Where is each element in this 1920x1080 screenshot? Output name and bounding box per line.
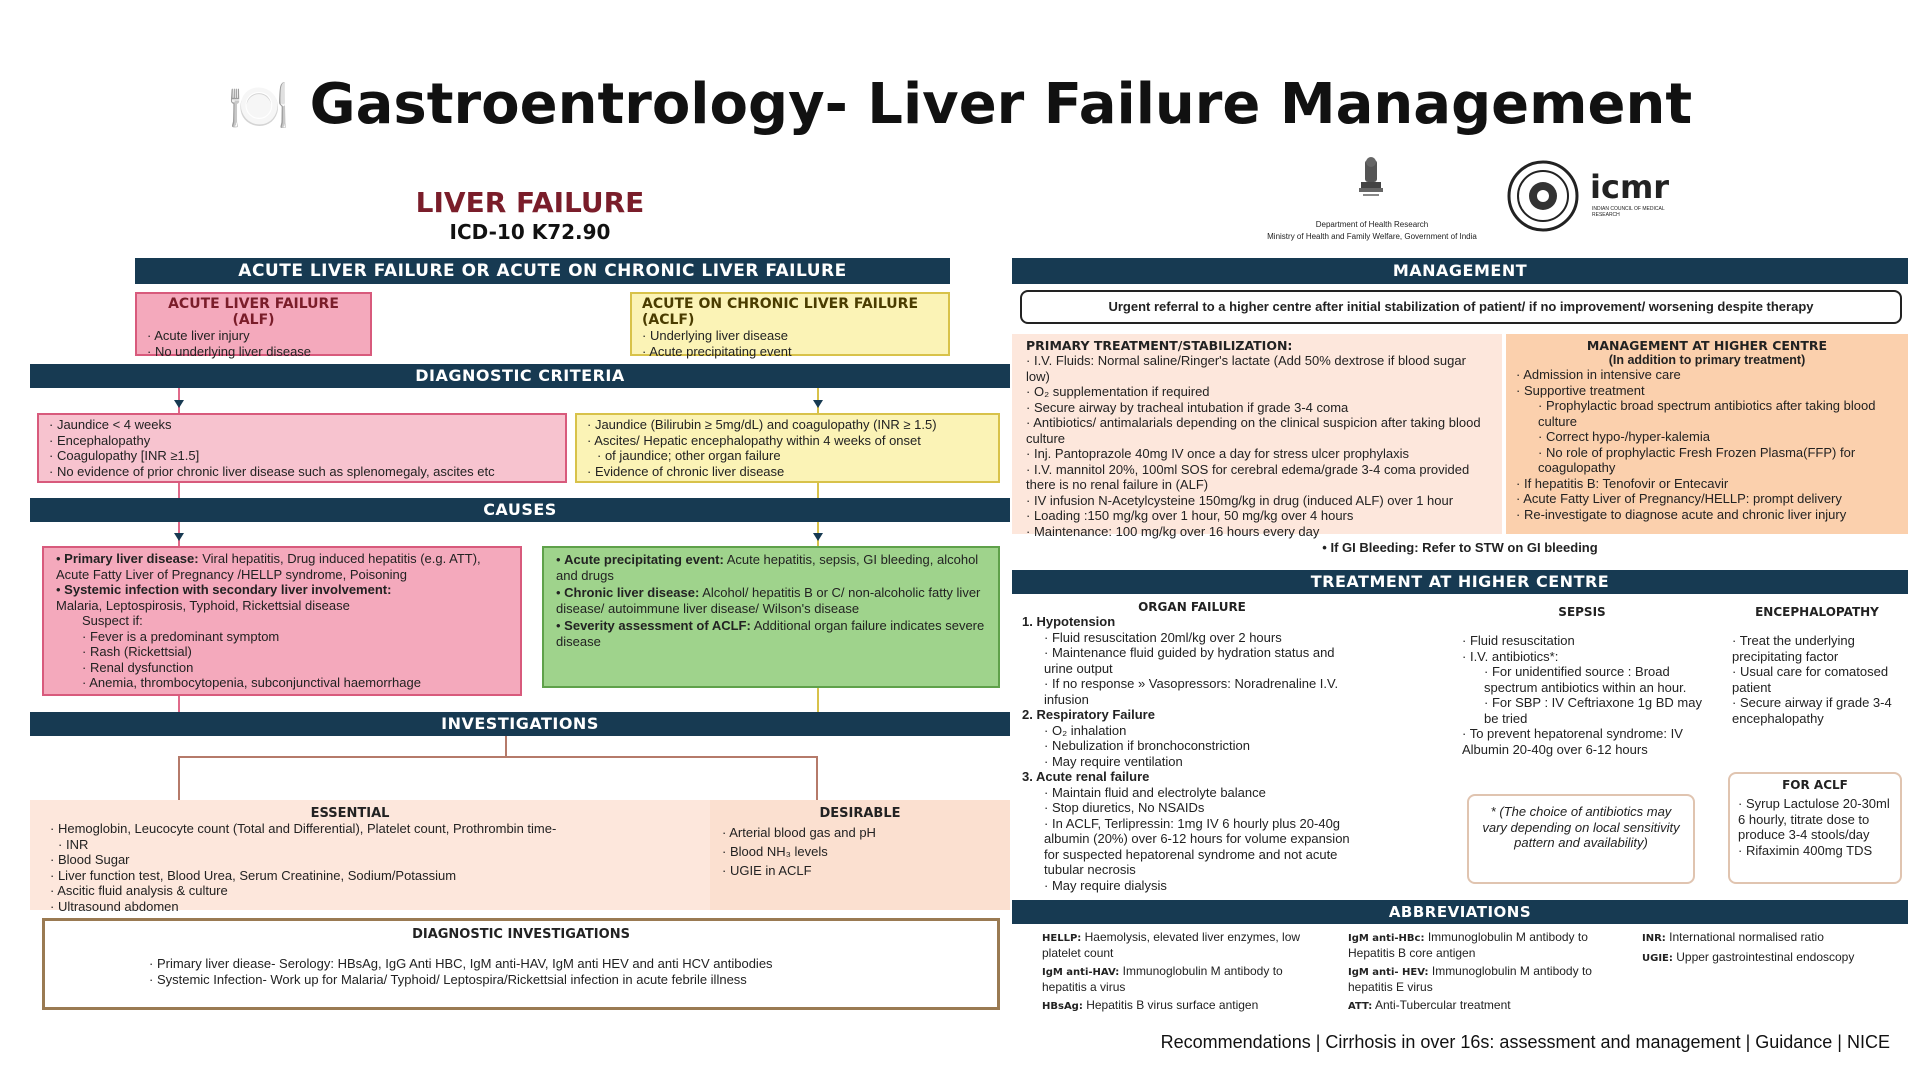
alf-box-list — [147, 328, 360, 359]
list-item: · Secure airway by tracheal intubation if grade 3-4 coma — [1026, 400, 1492, 416]
list-item: · Ascites/ Hepatic encephalopathy within 4 weeks of onset — [587, 433, 988, 449]
list-item: · I.V. Fluids: Normal saline/Ringer's lactate (Add 50% dextrose if blood sugar low) — [1026, 353, 1492, 384]
list-item: · Loading :150 mg/kg over 1 hour, 50 mg/kg over 4 hours — [1026, 508, 1492, 524]
list-item: · May require ventilation — [1044, 754, 1362, 770]
antibiotic-note: * (The choice of antibiotics may vary depending on local sensitivity pattern and availability) — [1482, 804, 1680, 850]
list-item: · Arterial blood gas and pH — [722, 823, 998, 842]
list-item: · Renal dysfunction — [82, 660, 508, 676]
list-item: · Treat the underlying precipitating factor — [1732, 633, 1902, 664]
list-item: · Blood Sugar — [50, 852, 710, 868]
primary-treatment-title: PRIMARY TREATMENT/STABILIZATION: — [1026, 338, 1293, 353]
list-item: · No evidence of prior chronic liver disease such as splenomegaly, ascites etc — [49, 464, 555, 480]
page-title-text: Gastroentrology- Liver Failure Management — [309, 72, 1693, 137]
list-item: · Fluid resuscitation 20ml/kg over 2 hours — [1044, 630, 1362, 646]
list-item: · Inj. Pantoprazole 40mg IV once a day for stress ulcer prophylaxis — [1026, 446, 1492, 462]
sepsis-col — [1462, 605, 1702, 757]
alf-box — [135, 292, 372, 359]
list-item: · Underlying liver disease — [642, 328, 938, 344]
list-item: · May require dialysis — [1044, 878, 1362, 894]
list-item: · For SBP : IV Ceftriaxone 1g BD may be tried — [1484, 695, 1702, 726]
list-item: · Rifaximin 400mg TDS — [1738, 843, 1892, 859]
abbr-item: HBsAg: Hepatitis B virus surface antigen — [1042, 998, 1259, 1012]
diagnostic-criteria-header: DIAGNOSTIC CRITERIA — [30, 364, 1010, 388]
list-item: · of jaundice; other organ failure — [587, 448, 988, 464]
emblem-logo — [1356, 156, 1386, 202]
severity-label: Severity assessment of ACLF: — [564, 618, 751, 633]
connector-line — [817, 688, 819, 712]
causes-aclf-box: • Acute precipitating event: Acute hepatitis, sepsis, GI bleeding, alcohol and drugs • Chronic liver disease: Alcohol/ hepatitis B or C/ non-alcoholic fatty liver disease/ autoimmune liver disease/ Wilson's disease • Severity assessment of ACLF: Additional organ failure indicates severe disease — [542, 546, 1000, 688]
management-header: MANAGEMENT — [1012, 258, 1908, 284]
sepsis-title: SEPSIS — [1558, 605, 1606, 619]
list-item: · If no response » Vasopressors: Noradrenaline I.V. infusion — [1044, 676, 1362, 707]
referral-box — [1020, 290, 1902, 324]
list-item: · Maintenance fluid guided by hydration status and urine output — [1044, 645, 1362, 676]
diagnostic-investigations-box — [42, 918, 1000, 1010]
organ-failure-title: ORGAN FAILURE — [1138, 600, 1246, 614]
list-item: · I.V. mannitol 20%, 100ml SOS for cerebral edema/grade 3-4 coma provided there is no renal failure in (ALF) — [1026, 462, 1492, 493]
list-item: · Correct hypo-/hyper-kalemia — [1538, 429, 1898, 445]
list-item: · UGIE in ACLF — [722, 861, 998, 880]
list-item: · Liver function test, Blood Urea, Serum Creatinine, Sodium/Potassium — [50, 868, 710, 884]
abbr-item: IgM anti-HAV: Immunoglobulin M antibody to hepatitis a virus — [1042, 964, 1283, 994]
diagnostic-aclf-box — [575, 413, 1000, 483]
higher-centre-subtitle: (In addition to primary treatment) — [1608, 353, 1806, 367]
abbreviations-header: ABBREVIATIONS — [1012, 900, 1908, 924]
list-item: · Supportive treatment — [1516, 383, 1898, 399]
list-item: · Evidence of chronic liver disease — [587, 464, 988, 480]
precipitating-label: Acute precipitating event: — [564, 552, 724, 567]
list-item: · Usual care for comatosed patient — [1732, 664, 1902, 695]
icd-code: ICD-10 K72.90 — [449, 220, 611, 244]
list-item: · Syrup Lactulose 20-30ml 6 hourly, titrate dose to produce 3-4 stools/day — [1738, 796, 1892, 843]
list-item: · Hemoglobin, Leucocyte count (Total and Differential), Platelet count, Prothrombin time- — [50, 821, 710, 837]
page-title — [0, 72, 1920, 137]
hypotension-label: 1. Hypotension — [1022, 614, 1116, 629]
abbreviations-col-3 — [1642, 930, 1902, 966]
list-item: · Nebulization if bronchoconstriction — [1044, 738, 1362, 754]
list-item: · Fever is a predominant symptom — [82, 629, 508, 645]
dept-health-research: Department of Health Research — [1315, 220, 1429, 229]
aclf-box — [630, 292, 950, 359]
antibiotic-note-box — [1467, 794, 1695, 884]
icmr-sub-text: INDIAN COUNCIL OF MEDICAL RESEARCH — [1592, 206, 1665, 218]
list-item: · To prevent hepatorenal syndrome: IV Albumin 20-40g over 6-12 hours — [1462, 726, 1702, 757]
systemic-label: Systemic infection with secondary liver involvement: — [64, 582, 392, 597]
abbr-item: ATT: Anti-Tubercular treatment — [1348, 998, 1511, 1012]
essential-title: ESSENTIAL — [310, 806, 390, 821]
list-item: · Admission in intensive care — [1516, 367, 1898, 383]
suspect-label: Suspect if: — [82, 613, 143, 628]
list-item: · Systemic Infection- Work up for Malaria/ Typhoid/ Leptospira/Rickettsial infection in acute febrile illness — [149, 972, 983, 988]
icmr-seal-logo — [1507, 160, 1579, 232]
causes-header: CAUSES — [30, 498, 1010, 522]
list-item: · Blood NH₃ levels — [722, 842, 998, 861]
list-item: · Acute Fatty Liver of Pregnancy/HELLP: prompt delivery — [1516, 491, 1898, 507]
list-item: · Encephalopathy — [49, 433, 555, 449]
desirable-box — [710, 800, 1010, 910]
abbr-item: INR: International normalised ratio — [1642, 930, 1824, 944]
plate-icon: 🍽️ — [227, 77, 291, 135]
gi-bleeding-note: • If GI Bleeding: Refer to STW on GI bleeding — [1322, 540, 1598, 555]
connector-line — [505, 736, 507, 756]
diagnostic-investigations-title: DIAGNOSTIC INVESTIGATIONS — [412, 927, 630, 942]
primary-liver-text: Viral hepatitis, Drug induced hepatitis (e.g. ATT), Acute Fatty Liver of Pregnancy /HELLP syndrome, Poisoning — [56, 551, 481, 582]
list-item: · Coagulopathy [INR ≥1.5] — [49, 448, 555, 464]
precipitating-text: Acute hepatitis, sepsis, GI bleeding, alcohol and drugs — [556, 552, 979, 583]
list-item: · Antibiotics/ antimalarials depending on the clinical suspicion after taking blood culture — [1026, 415, 1492, 446]
respiratory-label: 2. Respiratory Failure — [1022, 707, 1155, 722]
abbr-item: IgM anti-HBc: Immunoglobulin M antibody to Hepatitis B core antigen — [1348, 930, 1588, 960]
primary-liver-label: Primary liver disease: — [64, 551, 199, 566]
investigations-header: INVESTIGATIONS — [30, 712, 1010, 736]
for-aclf-title: FOR ACLF — [1782, 778, 1848, 792]
connector-line — [178, 696, 180, 712]
nice-guidance-link[interactable]: Recommendations | Cirrhosis in over 16s: assessment and management | Guidance | NICE — [1160, 1032, 1890, 1052]
referral-text: Urgent referral to a higher centre after initial stabilization of patient/ if no improvement/ worsening despite therapy — [1108, 299, 1814, 314]
higher-centre-title: MANAGEMENT AT HIGHER CENTRE — [1586, 338, 1828, 353]
abbr-item: UGIE: Upper gastrointestinal endoscopy — [1642, 950, 1855, 964]
list-item: · O₂ supplementation if required — [1026, 384, 1492, 400]
alf-aclf-banner: ACUTE LIVER FAILURE OR ACUTE ON CHRONIC LIVER FAILURE — [135, 258, 950, 284]
list-item: · Maintain fluid and electrolyte balance — [1044, 785, 1362, 801]
list-item: · INR — [50, 837, 710, 853]
abbreviations-col-1 — [1042, 930, 1312, 1014]
ministry-label: Ministry of Health and Family Welfare, Government of India — [1267, 232, 1477, 241]
organ-failure-col — [1022, 600, 1362, 893]
arrow-down-icon — [174, 533, 184, 541]
list-item: · Stop diuretics, No NSAIDs — [1044, 800, 1362, 816]
list-item: · Jaundice (Bilirubin ≥ 5mg/dL) and coagulopathy (INR ≥ 1.5) — [587, 417, 988, 433]
list-item: · Secure airway if grade 3-4 encephalopathy — [1732, 695, 1902, 726]
list-item: · No role of prophylactic Fresh Frozen Plasma(FFP) for coagulopathy — [1538, 445, 1898, 476]
list-item: · Jaundice < 4 weeks — [49, 417, 555, 433]
essential-box — [50, 806, 710, 914]
bracket-connector — [178, 756, 818, 800]
systemic-text: Malaria, Leptospirosis, Typhoid, Rickettsial disease — [56, 597, 350, 613]
liver-failure-title: LIVER FAILURE — [415, 186, 645, 219]
list-item: · If hepatitis B: Tenofovir or Entecavir — [1516, 476, 1898, 492]
alf-box-title: ACUTE LIVER FAILURE (ALF) — [168, 296, 339, 328]
list-item: · Prophylactic broad spectrum antibiotics after taking blood culture — [1538, 398, 1898, 429]
aclf-box-title: ACUTE ON CHRONIC LIVER FAILURE (ACLF) — [642, 296, 919, 328]
list-item: · Anemia, thrombocytopenia, subconjunctival haemorrhage — [82, 675, 508, 691]
list-item: · IV infusion N-Acetylcysteine 150mg/kg in drug (induced ALF) over 1 hour — [1026, 493, 1492, 509]
arrow-down-icon — [813, 533, 823, 541]
list-item: · Rash (Rickettsial) — [82, 644, 508, 660]
encephalopathy-title: ENCEPHALOPATHY — [1755, 605, 1879, 619]
arrow-down-icon — [813, 400, 823, 408]
list-item: · Acute liver injury — [147, 328, 360, 344]
arrow-down-icon — [174, 400, 184, 408]
list-item: · Ascitic fluid analysis & culture — [50, 883, 710, 899]
causes-alf-box: • Primary liver disease: Viral hepatitis, Drug induced hepatitis (e.g. ATT), Acute Fatty Liver of Pregnancy /HELLP syndrome, Poisoning • Systemic infection with secondary liver involvement: Malaria, Leptospirosis, Typhoid, Rickettsial disease Suspect if: · Fever is a predominant symptom · Rash (Rickettsial) · Renal dysfunction · Anemia, thrombocytopenia, subconjunctival haemorrhage — [42, 546, 522, 696]
chronic-label: Chronic liver disease: — [564, 585, 700, 600]
desirable-title: DESIRABLE — [819, 806, 901, 821]
chronic-text: Alcohol/ hepatitis B or C/ non-alcoholic fatty liver disease/ autoimmune liver disease/ Wilson's disease — [556, 585, 981, 616]
left-panel — [30, 178, 1010, 1013]
abbr-item: IgM anti- HEV: Immunoglobulin M antibody to hepatitis E virus — [1348, 964, 1592, 994]
renal-label: 3. Acute renal failure — [1022, 769, 1150, 784]
list-item: · Primary liver diease- Serology: HBsAg, IgG Anti HBC, IgM anti-HAV, IgM anti HEV and anti HCV antibodies — [149, 956, 983, 972]
severity-text: Additional organ failure indicates severe disease — [556, 618, 985, 649]
list-item: · O₂ inhalation — [1044, 723, 1362, 739]
diagnostic-alf-box — [37, 413, 567, 483]
list-item: · For unidentified source : Broad spectrum antibiotics within an hour. — [1484, 664, 1702, 695]
list-item: · Maintenance: 100 mg/kg over 16 hours every day — [1026, 524, 1492, 540]
higher-centre-box — [1506, 334, 1908, 534]
aclf-box-list — [642, 328, 938, 359]
list-item: · No underlying liver disease — [147, 344, 360, 360]
abbr-item: HELLP: Haemolysis, elevated liver enzymes, low platelet count — [1042, 930, 1301, 960]
list-item: · Fluid resuscitation — [1462, 633, 1702, 649]
list-item: · Ultrasound abdomen — [50, 899, 710, 915]
treatment-header: TREATMENT AT HIGHER CENTRE — [1012, 570, 1908, 594]
list-item: · In ACLF, Terlipressin: 1mg IV 6 hourly plus 20-40g albumin (20%) over 6-12 hours for volume expansion for suspected hepatorenal syndrome and not acute tubular necrosis — [1044, 816, 1362, 878]
list-item: · Acute precipitating event — [642, 344, 938, 360]
icmr-logo-text: icmr — [1590, 168, 1670, 206]
primary-treatment-box — [1012, 334, 1502, 539]
list-item: · Re-investigate to diagnose acute and chronic liver injury — [1516, 507, 1898, 523]
right-panel — [1012, 150, 1908, 1020]
list-item: · I.V. antibiotics*: — [1462, 649, 1702, 665]
encephalopathy-col — [1732, 605, 1902, 726]
for-aclf-box — [1728, 772, 1902, 884]
abbreviations-col-2 — [1348, 930, 1618, 1014]
